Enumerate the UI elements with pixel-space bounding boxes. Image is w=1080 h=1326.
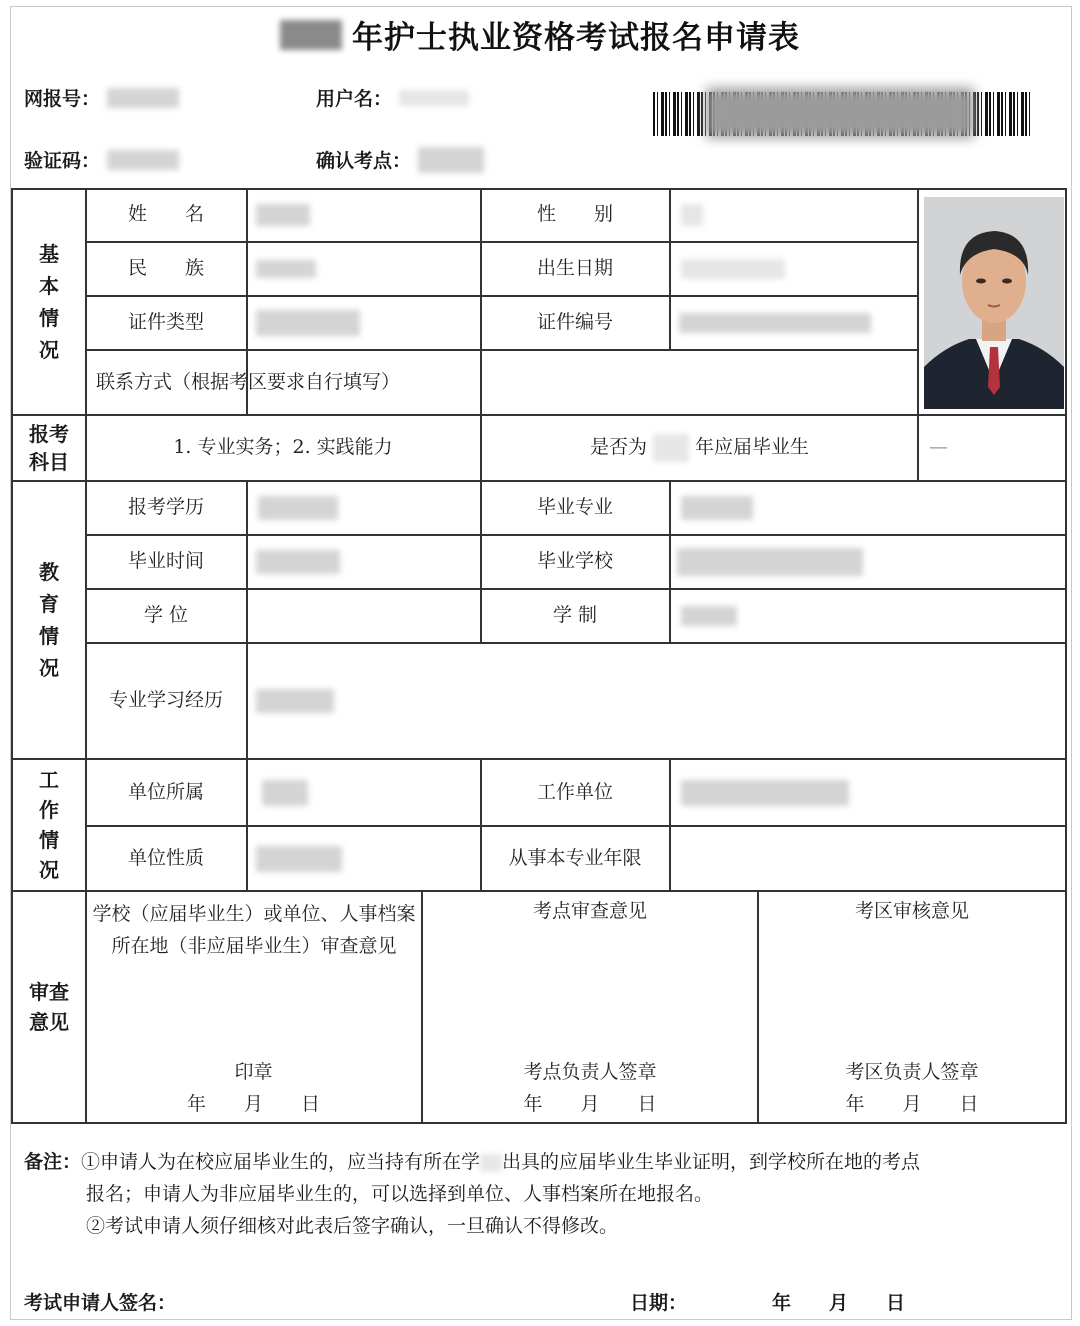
applicant-photo xyxy=(924,197,1064,409)
section-review xyxy=(13,892,85,1122)
category-char: 审查 xyxy=(29,980,69,1004)
redacted-verify-code xyxy=(107,150,179,170)
redacted-text xyxy=(480,1154,502,1172)
district-review-title: 考区审核意见 xyxy=(854,900,969,923)
notes-label: 备注： xyxy=(24,1151,82,1173)
category-char: 报考 xyxy=(29,422,69,446)
contact-value[interactable] xyxy=(482,351,917,414)
notes-text: ①申请人为在校应届毕业生的，应当持有所在学 xyxy=(81,1151,481,1173)
study-history-label: 专业学习经历 xyxy=(108,689,223,712)
birth-label: 出生日期 xyxy=(536,257,613,280)
school-review-seal: 印章 xyxy=(234,1061,273,1084)
category-char: 科目 xyxy=(29,450,69,474)
redacted-value xyxy=(256,550,340,574)
redacted-value xyxy=(256,310,360,336)
applicant-signature-label: 考试申请人签名： xyxy=(24,1292,177,1314)
redacted-value xyxy=(681,496,753,520)
net-no-label: 网报号： xyxy=(24,88,101,110)
section-exam-subjects xyxy=(13,416,85,480)
grad-time-label: 毕业时间 xyxy=(127,550,204,573)
section-basic-info xyxy=(13,190,85,414)
affiliation-value[interactable] xyxy=(248,760,480,825)
study-history-value[interactable] xyxy=(248,644,1067,758)
employer-nature-value[interactable] xyxy=(248,827,480,890)
redacted-value xyxy=(681,259,785,279)
redacted-value xyxy=(256,204,310,226)
category-char: 况 xyxy=(39,656,59,680)
fresh-grad-label-suffix: 年应届毕业生 xyxy=(695,436,810,459)
redacted-value xyxy=(681,780,849,806)
category-char: 教 xyxy=(39,560,59,584)
signature-date-value[interactable]: 年 月 日 xyxy=(772,1292,906,1314)
redacted-value xyxy=(256,689,334,713)
name-label: 姓 名 xyxy=(127,203,204,226)
category-char: 情 xyxy=(39,624,59,648)
redacted-exam-site xyxy=(418,147,484,173)
id-type-label: 证件类型 xyxy=(127,311,204,334)
id-no-value[interactable] xyxy=(671,297,917,349)
contact-label: 联系方式（根据考区要求自行填写） xyxy=(96,370,401,393)
notes-line-3: ②考试申请人须仔细核对此表后签字确认，一旦确认不得修改。 xyxy=(86,1215,619,1237)
redacted-value xyxy=(679,313,871,333)
district-review-date: 年 月 日 xyxy=(845,1093,979,1116)
verify-code-label: 验证码： xyxy=(24,150,101,172)
fresh-grad-label-prefix: 是否为 xyxy=(589,436,647,459)
category-char: 本 xyxy=(39,274,59,298)
redacted-value xyxy=(677,548,863,576)
notes-line-2: 报名；申请人为非应届毕业生的，可以选择到单位、人事档案所在地报名。 xyxy=(86,1183,714,1205)
barcode-redaction xyxy=(706,88,974,138)
category-char: 作 xyxy=(39,798,59,822)
school-review-date: 年 月 日 xyxy=(186,1093,320,1116)
redacted-year xyxy=(653,434,689,462)
school-value[interactable] xyxy=(671,536,1067,588)
category-char: 况 xyxy=(39,858,59,882)
category-char: 情 xyxy=(39,306,59,330)
category-char: 基 xyxy=(39,242,59,266)
major-label: 毕业专业 xyxy=(536,496,613,519)
duration-value[interactable] xyxy=(671,590,1067,642)
site-review-date: 年 月 日 xyxy=(523,1093,657,1116)
years-in-field-value[interactable] xyxy=(671,827,1067,890)
school-review-title: 学校（应届毕业生）或单位、人事档案所在地（非应届毕业生）审查意见 xyxy=(92,903,416,957)
redacted-value xyxy=(256,846,342,872)
fresh-grad-value[interactable]: — xyxy=(929,436,948,459)
redacted-value xyxy=(256,260,316,278)
major-value[interactable] xyxy=(671,482,1067,534)
notes-line-1 xyxy=(24,1146,1054,1178)
gender-label: 性 别 xyxy=(536,203,613,226)
site-review-title: 考点审查意见 xyxy=(532,900,647,923)
redacted-username xyxy=(399,90,469,106)
fresh-grad-label xyxy=(482,416,917,480)
ethnicity-value[interactable] xyxy=(248,243,480,295)
notes-text: 出具的应届毕业生毕业证明，到学校所在地的考点 xyxy=(502,1151,921,1173)
verify-code-field xyxy=(24,146,179,173)
redacted-value xyxy=(262,780,308,806)
edu-level-label: 报考学历 xyxy=(127,496,204,519)
category-char: 意见 xyxy=(29,1010,69,1034)
category-char: 工 xyxy=(39,768,59,792)
grid-line xyxy=(11,890,1067,892)
signature-date-label: 日期： xyxy=(630,1292,688,1314)
degree-value[interactable] xyxy=(248,590,480,642)
grad-time-value[interactable] xyxy=(248,536,480,588)
net-no-field xyxy=(24,84,179,111)
school-label: 毕业学校 xyxy=(536,550,613,573)
affiliation-label: 单位所属 xyxy=(127,780,204,803)
title-row xyxy=(0,12,1080,57)
notes-section xyxy=(24,1146,1054,1242)
id-type-value[interactable] xyxy=(248,297,480,349)
username-label: 用户名： xyxy=(316,88,393,110)
site-review-signer: 考点负责人签章 xyxy=(523,1061,657,1084)
edu-level-value[interactable] xyxy=(248,482,480,534)
duration-label: 学 制 xyxy=(552,604,598,627)
ethnicity-label: 民 族 xyxy=(127,257,204,280)
years-in-field-label: 从事本专业年限 xyxy=(508,846,642,869)
redacted-value xyxy=(681,606,737,626)
employer-label: 工作单位 xyxy=(536,780,613,803)
section-education xyxy=(13,482,85,758)
section-work xyxy=(13,760,85,890)
birth-value[interactable] xyxy=(671,243,917,295)
exam-site-label: 确认考点： xyxy=(316,150,412,172)
page-title: 年护士执业资格考试报名申请表 xyxy=(352,20,800,56)
exam-site-field xyxy=(316,146,484,173)
redacted-value xyxy=(258,496,338,520)
subjects-value: 1. 专业实务；2. 实践能力 xyxy=(173,436,393,459)
id-no-label: 证件编号 xyxy=(536,311,613,334)
employer-value[interactable] xyxy=(671,760,1067,825)
redacted-net-no xyxy=(107,88,179,108)
category-char: 情 xyxy=(39,828,59,852)
person-portrait-icon xyxy=(924,197,1064,409)
gender-value[interactable] xyxy=(671,189,917,241)
name-value[interactable] xyxy=(248,189,480,241)
employer-nature-label: 单位性质 xyxy=(127,846,204,869)
category-char: 况 xyxy=(39,338,59,362)
category-char: 育 xyxy=(39,592,59,616)
district-review-signer: 考区负责人签章 xyxy=(845,1061,979,1084)
username-field xyxy=(316,84,469,111)
redacted-value xyxy=(681,204,703,226)
degree-label: 学 位 xyxy=(143,604,189,627)
redacted-year xyxy=(280,20,342,50)
